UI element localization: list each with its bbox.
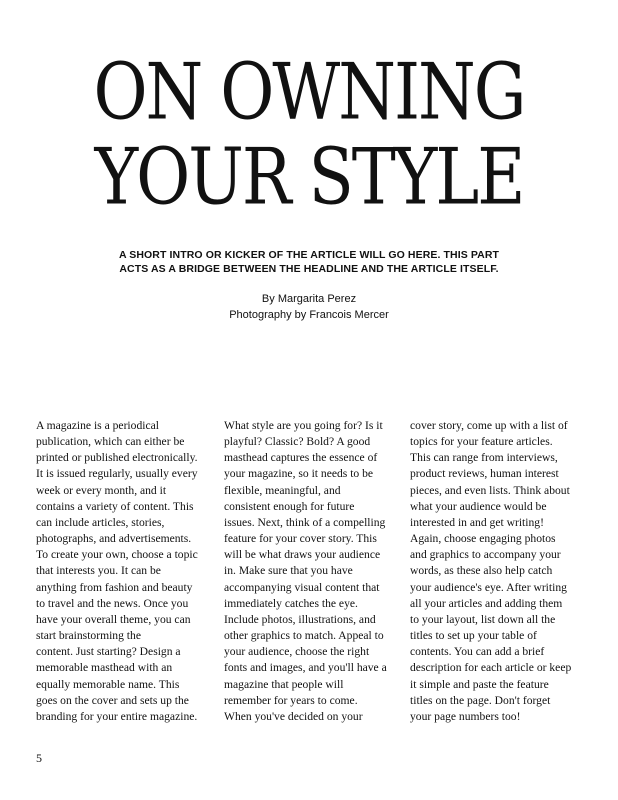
- body-text-line: Again, choose engaging photos: [410, 532, 556, 546]
- body-text-line: masthead captures the essence of: [224, 451, 378, 465]
- headline-line: ON OWNING: [93, 46, 525, 138]
- body-text-line: all your articles and adding them: [410, 596, 563, 610]
- body-text-line: What style are you going for? Is it: [224, 419, 383, 432]
- body-text-line: It is issued regularly, usually every: [36, 467, 198, 481]
- body-text-line: to your layout, list down all the: [410, 612, 556, 626]
- body-column-3: [410, 418, 588, 725]
- photography-credit: Photography by Francois Mercer: [229, 309, 389, 321]
- body-text-line: that interests you. It can be: [36, 564, 161, 578]
- body-text-line: description for each article or keep: [410, 661, 572, 675]
- body-text-line: in. Make sure that you have: [224, 564, 353, 578]
- body-text-line: flexible, meaningful, and: [224, 483, 341, 497]
- body-text-line: photographs, and advertisements.: [36, 532, 192, 546]
- body-text-line: and graphics to accompany your: [410, 548, 561, 562]
- body-text-line: topics for your feature articles.: [410, 435, 553, 449]
- body-text-line: your audience's eye. After writing: [410, 580, 567, 594]
- body-text-line: have your overall theme, you can: [36, 612, 191, 626]
- body-text-line: to travel and the news. Once you: [36, 596, 189, 610]
- body-text-line: fonts and images, and you'll have a: [224, 661, 387, 675]
- body-text-line: titles to set up your table of: [410, 629, 537, 643]
- body-text-line: contains a variety of content. This: [36, 499, 194, 513]
- body-text-line: When you've decided on your: [224, 709, 363, 723]
- body-text-line: contents. You can add a brief: [410, 645, 545, 659]
- body-column-2: [224, 418, 400, 725]
- body-text-line: your page numbers too!: [410, 709, 521, 723]
- body-text-line: A magazine is a periodical: [36, 419, 159, 432]
- kicker: [0, 248, 618, 276]
- body-text-line: pieces, and even lists. Think about: [410, 483, 570, 497]
- kicker-line: A SHORT INTRO OR KICKER OF THE ARTICLE WILL GO HERE. THIS PART: [118, 249, 500, 261]
- body-text-line: immediately catches the eye.: [224, 596, 358, 610]
- body-text-line: content. Just starting? Design a: [36, 645, 181, 659]
- body-text-line: publication, which can either be: [36, 435, 185, 449]
- body-text-line: issues. Next, think of a compelling: [224, 515, 386, 529]
- body-text-line: magazine that people will: [224, 677, 344, 691]
- body-text-line: printed or published electronically.: [36, 451, 198, 465]
- body-text-line: goes on the cover and sets up the: [36, 693, 189, 707]
- body-text-line: cover story, come up with a list of: [410, 419, 568, 432]
- body-column-1: [36, 418, 214, 725]
- body-text-line: start brainstorming the: [36, 629, 141, 643]
- body-text-line: feature for your cover story. This: [224, 532, 377, 546]
- body-text-line: accompanying visual content that: [224, 580, 380, 594]
- body-text-line: will be what draws your audience: [224, 548, 381, 562]
- body-text-line: To create your own, choose a topic: [36, 548, 198, 562]
- body-text-line: interested in and get writing!: [410, 515, 544, 529]
- body-text-line: what your audience would be: [410, 499, 547, 513]
- body-text-line: it simple and paste the feature: [410, 677, 549, 691]
- page-number: 5: [36, 751, 42, 765]
- body-text-line: other graphics to match. Appeal to: [224, 629, 384, 643]
- headline: [0, 46, 618, 223]
- body-text-line: anything from fashion and beauty: [36, 580, 193, 594]
- body-text-line: memorable masthead with an: [36, 661, 173, 675]
- body-text-line: consistent enough for future: [224, 499, 355, 513]
- body-text-line: titles on the page. Don't forget: [410, 693, 551, 707]
- body-text-line: This can range from interviews,: [410, 451, 558, 465]
- body-text-line: remember for years to come.: [224, 693, 358, 707]
- body-text-line: week or every month, and it: [36, 483, 167, 497]
- body-text-line: words, as these also help catch: [410, 564, 553, 578]
- body-text-line: Include photos, illustrations, and: [224, 612, 376, 626]
- body-text-line: playful? Classic? Bold? A good: [224, 435, 371, 449]
- kicker-line: ACTS AS A BRIDGE BETWEEN THE HEADLINE AND THE ARTICLE ITSELF.: [119, 263, 499, 275]
- body-text-line: can include articles, stories,: [36, 515, 165, 529]
- body-text-line: branding for your entire magazine.: [36, 709, 198, 723]
- headline-line: YOUR STYLE: [94, 131, 524, 223]
- body-text-line: equally memorable name. This: [36, 677, 180, 691]
- body-text-line: your audience, choose the right: [224, 645, 370, 659]
- body-text-line: your magazine, so it needs to be: [224, 467, 374, 481]
- byline: [0, 291, 618, 323]
- author-credit: By Margarita Perez: [261, 293, 357, 305]
- body-text-line: product reviews, human interest: [410, 467, 559, 481]
